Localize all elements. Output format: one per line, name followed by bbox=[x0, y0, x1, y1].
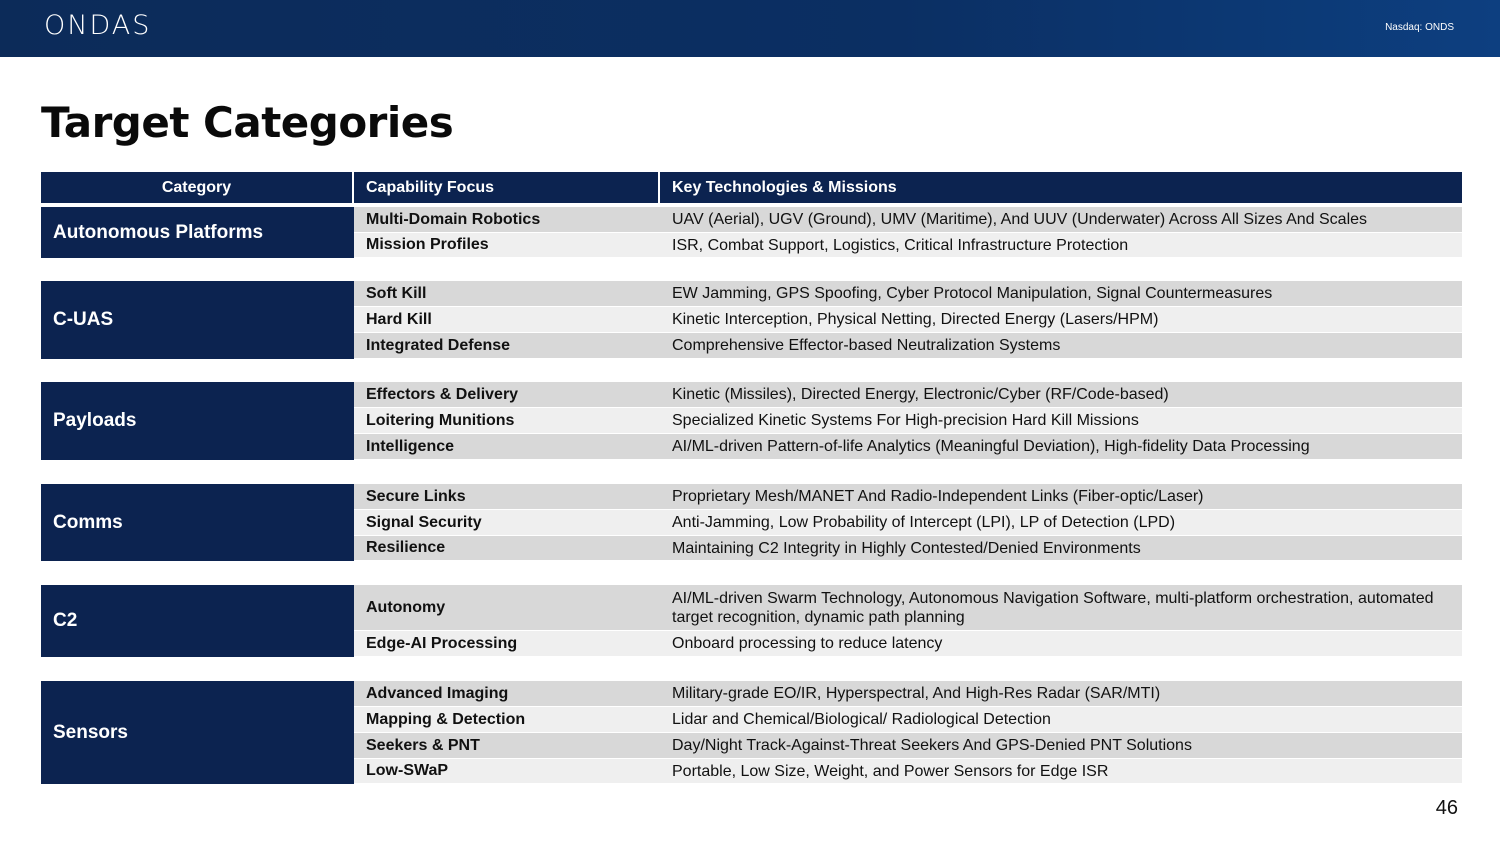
table-row bbox=[354, 510, 1462, 536]
table-row bbox=[354, 681, 1462, 707]
category-rows bbox=[354, 585, 1462, 657]
capability-cell: Effectors & Delivery bbox=[366, 385, 519, 403]
table-row bbox=[354, 585, 1462, 631]
page-title: Target Categories bbox=[41, 98, 454, 147]
technologies-cell: EW Jamming, GPS Spoofing, Cyber Protocol Manipulation, Signal Countermeasures bbox=[672, 285, 1273, 302]
category-group bbox=[41, 681, 1462, 784]
page-number: 46 bbox=[1435, 797, 1458, 819]
technologies-cell: Anti-Jamming, Low Probability of Intercept (LPI), LP of Detection (LPD) bbox=[672, 514, 1176, 531]
capability-cell: Multi-Domain Robotics bbox=[366, 210, 541, 228]
category-rows bbox=[354, 281, 1462, 359]
technologies-cell: Portable, Low Size, Weight, and Power Sensors for Edge ISR bbox=[672, 762, 1109, 780]
category-group bbox=[41, 382, 1462, 460]
category-group bbox=[41, 585, 1462, 657]
technologies-cell: AI/ML-driven Swarm Technology, Autonomous Navigation Software, multi-platform orchestration, automated target recognition, dynamic path planning bbox=[672, 589, 1434, 626]
technologies-cell: Proprietary Mesh/MANET And Radio-Independent Links (Fiber-optic/Laser) bbox=[672, 488, 1204, 505]
capability-cell: Advanced Imaging bbox=[366, 684, 509, 702]
category-cell: Comms bbox=[41, 484, 354, 561]
column-header-capability: Capability Focus bbox=[354, 172, 658, 203]
company-logo: ONDAS bbox=[44, 10, 152, 41]
table-row bbox=[354, 307, 1462, 333]
table-row bbox=[354, 281, 1462, 307]
table-row bbox=[354, 434, 1462, 460]
technologies-cell: Specialized Kinetic Systems For High-precision Hard Kill Missions bbox=[672, 412, 1139, 429]
table-row bbox=[354, 536, 1462, 561]
category-group bbox=[41, 484, 1462, 561]
category-cell: C-UAS bbox=[41, 281, 354, 359]
capability-cell: Resilience bbox=[366, 539, 446, 556]
table-header bbox=[41, 172, 1462, 203]
top-banner bbox=[0, 0, 1500, 57]
category-group bbox=[41, 281, 1462, 359]
technologies-cell: UAV (Aerial), UGV (Ground), UMV (Maritime), And UUV (Underwater) Across All Sizes And Scales bbox=[672, 211, 1368, 228]
category-rows bbox=[354, 681, 1462, 784]
technologies-cell: Maintaining C2 Integrity in Highly Contested/Denied Environments bbox=[672, 539, 1141, 557]
capability-cell: Integrated Defense bbox=[366, 336, 511, 354]
technologies-cell: Day/Night Track-Against-Threat Seekers And GPS-Denied PNT Solutions bbox=[672, 737, 1192, 754]
capability-cell: Mapping & Detection bbox=[366, 710, 526, 728]
capability-cell: Hard Kill bbox=[366, 310, 432, 328]
category-group bbox=[41, 207, 1462, 258]
table-row bbox=[354, 631, 1462, 657]
table-row bbox=[354, 233, 1462, 258]
technologies-cell: Onboard processing to reduce latency bbox=[672, 635, 943, 652]
capability-cell: Signal Security bbox=[366, 513, 482, 531]
category-cell: Autonomous Platforms bbox=[41, 207, 354, 258]
category-cell: Sensors bbox=[41, 681, 354, 784]
capability-cell: Mission Profiles bbox=[366, 236, 489, 253]
capability-cell: Secure Links bbox=[366, 487, 466, 505]
capability-cell: Intelligence bbox=[366, 437, 455, 455]
stock-ticker: Nasdaq: ONDS bbox=[1385, 22, 1454, 33]
category-rows bbox=[354, 484, 1462, 561]
table-row bbox=[354, 382, 1462, 408]
capability-cell: Seekers & PNT bbox=[366, 736, 480, 754]
capability-cell: Edge-AI Processing bbox=[366, 634, 518, 652]
capability-cell: Loitering Munitions bbox=[366, 411, 515, 429]
category-rows bbox=[354, 382, 1462, 460]
technologies-cell: Comprehensive Effector-based Neutralization Systems bbox=[672, 337, 1061, 354]
capability-cell: Autonomy bbox=[366, 598, 446, 616]
technologies-cell: Kinetic Interception, Physical Netting, Directed Energy (Lasers/HPM) bbox=[672, 311, 1159, 328]
table-row bbox=[354, 408, 1462, 434]
technologies-cell: Lidar and Chemical/Biological/ Radiological Detection bbox=[672, 711, 1051, 728]
table-row bbox=[354, 707, 1462, 733]
technologies-cell: AI/ML-driven Pattern-of-life Analytics (Meaningful Deviation), High-fidelity Data Processing bbox=[672, 438, 1310, 455]
table-row bbox=[354, 733, 1462, 759]
capability-cell: Low-SWaP bbox=[366, 762, 449, 779]
table-row bbox=[354, 333, 1462, 359]
capability-cell: Soft Kill bbox=[366, 284, 427, 302]
technologies-cell: Military-grade EO/IR, Hyperspectral, And High-Res Radar (SAR/MTI) bbox=[672, 685, 1161, 702]
category-cell: Payloads bbox=[41, 382, 354, 460]
technologies-cell: ISR, Combat Support, Logistics, Critical Infrastructure Protection bbox=[672, 236, 1129, 254]
column-header-technologies: Key Technologies & Missions bbox=[660, 172, 1462, 203]
table-row bbox=[354, 484, 1462, 510]
technologies-cell: Kinetic (Missiles), Directed Energy, Electronic/Cyber (RF/Code-based) bbox=[672, 386, 1169, 403]
table-row bbox=[354, 207, 1462, 233]
category-rows bbox=[354, 207, 1462, 258]
column-header-category: Category bbox=[41, 172, 352, 203]
table-row bbox=[354, 759, 1462, 784]
category-cell: C2 bbox=[41, 585, 354, 657]
